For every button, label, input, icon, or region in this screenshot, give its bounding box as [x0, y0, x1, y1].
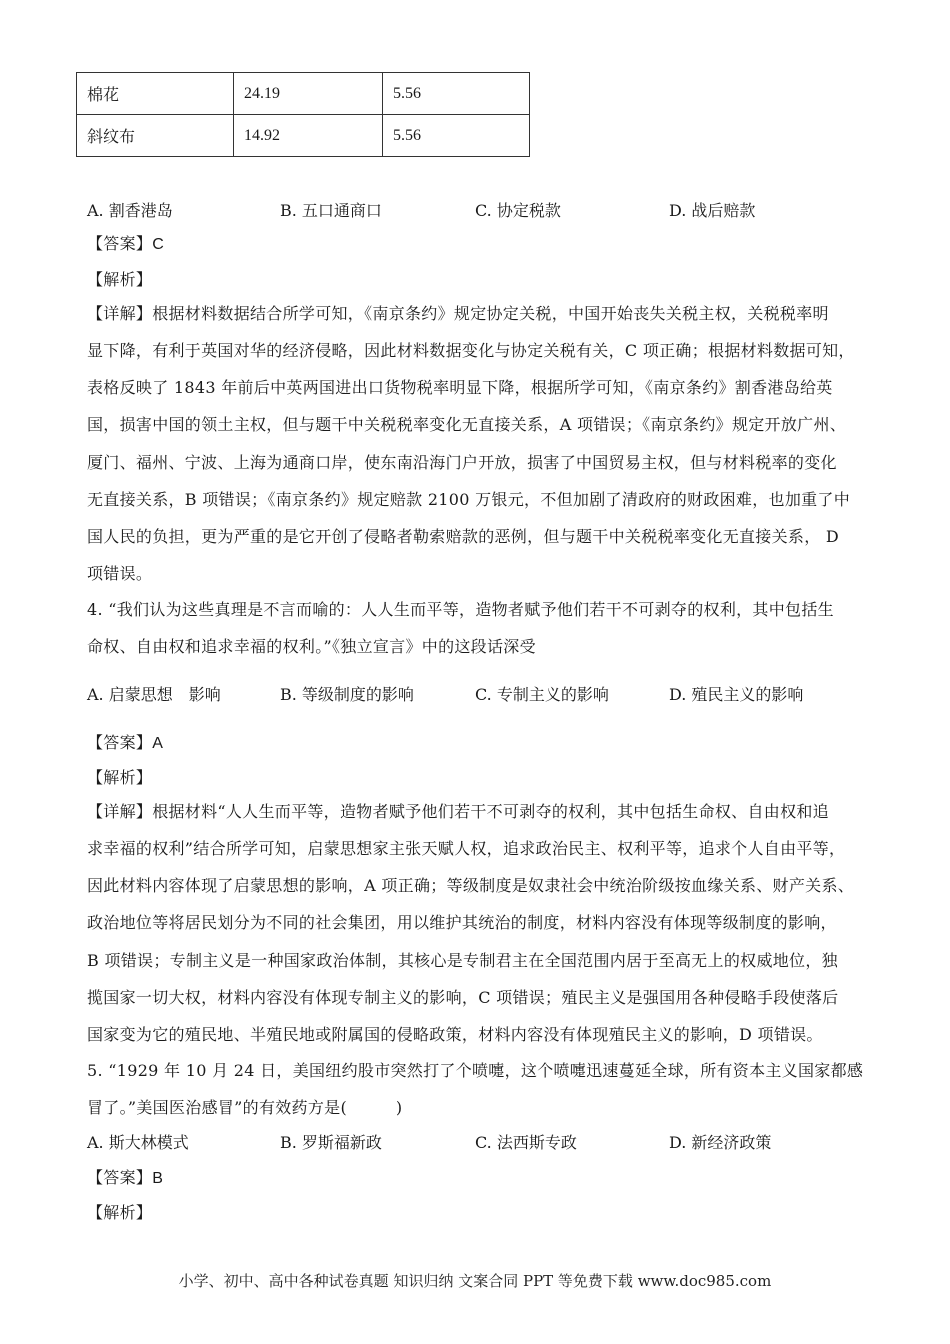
q3-detail-line: 项错误。	[87, 564, 153, 583]
q3-detail-line: 显下降，有利于英国对华的经济侵略，因此材料数据变化与协定关税有关，C 项正确；根据材料数据可知，	[87, 341, 855, 360]
q3-option-a: A. 割香港岛	[87, 201, 173, 220]
q4-detail-line: B 项错误；专制主义是一种国家政治体制，其核心是专制君主在全国范围内居于至高无上的权威地位，独	[87, 951, 838, 970]
q3-option-b: B. 五口通商口	[280, 201, 382, 220]
q4-option-c: C. 专制主义的影响	[475, 685, 609, 704]
table-cell: 棉花	[77, 73, 234, 115]
q5-option-b: B. 罗斯福新政	[280, 1133, 382, 1152]
q5-analysis-heading: 【解析】	[87, 1203, 153, 1222]
q3-detail-line: 表格反映了 1843 年前后中英两国进出口货物税率明显下降，根据所学可知，《南京条约》割香港岛给英	[87, 378, 833, 397]
table-row	[77, 115, 530, 157]
q5-option-a: A. 斯大林模式	[87, 1133, 189, 1152]
table-cell: 5.56	[383, 115, 530, 157]
q4-detail-line: 求幸福的权利”结合所学可知，启蒙思想家主张天赋人权，追求政治民主、权利平等，追求个人自由平等，	[87, 839, 846, 858]
q4-detail-line: 【详解】根据材料“人人生而平等，造物者赋予他们若干不可剥夺的权利，其中包括生命权、自由权和追	[87, 802, 829, 821]
q4-stem-line: 命权、自由权和追求幸福的权利。”《独立宣言》中的这段话深受	[87, 637, 536, 656]
table-cell: 24.19	[234, 73, 383, 115]
table-cell: 5.56	[383, 73, 530, 115]
q3-option-c: C. 协定税款	[475, 201, 561, 220]
q4-option-d: D. 殖民主义的影响	[669, 685, 804, 704]
q3-detail-line: 厦门、福州、宁波、上海为通商口岸，使东南沿海门户开放，损害了中国贸易主权，但与材料税率的变化	[87, 453, 837, 472]
q4-answer: 【答案】A	[87, 735, 164, 752]
tax-rate-table	[76, 72, 530, 157]
q5-answer: 【答案】B	[87, 1170, 164, 1187]
q4-option-a: A. 启蒙思想 影响	[87, 685, 221, 704]
q3-detail-line: 【详解】根据材料数据结合所学可知，《南京条约》规定协定关税，中国开始丧失关税主权，关税税率明	[87, 304, 829, 323]
q5-stem-line: 冒了。”美国医治感冒”的有效药方是( )	[87, 1098, 403, 1117]
q3-detail-line: 国，损害中国的领土主权，但与题干中关税税率变化无直接关系，A 项错误；《南京条约》规定开放广州、	[87, 415, 847, 434]
q4-stem-line: 4. “我们认为这些真理是不言而喻的：人人生而平等，造物者赋予他们若干不可剥夺的权利，其中包括生	[87, 600, 834, 619]
q3-option-d: D. 战后赔款	[669, 201, 756, 220]
q4-option-b: B. 等级制度的影响	[280, 685, 414, 704]
q5-stem-line: 5. “1929 年 10 月 24 日，美国纽约股市突然打了个喷嚏，这个喷嚏迅速蔓延全球，所有资本主义国家都感	[87, 1061, 864, 1080]
q3-answer: 【答案】C	[87, 236, 165, 253]
q3-detail-line: 无直接关系，B 项错误；《南京条约》规定赔款 2100 万银元，不但加剧了清政府的财政困难，也加重了中	[87, 490, 851, 509]
table-row	[77, 73, 530, 115]
q4-detail-line: 因此材料内容体现了启蒙思想的影响，A 项正确；等级制度是奴隶社会中统治阶级按血缘关系、财产关系、	[87, 876, 855, 895]
q4-detail-line: 政治地位等将居民划分为不同的社会集团，用以维护其统治的制度，材料内容没有体现等级制度的影响，	[87, 913, 837, 932]
q5-option-c: C. 法西斯专政	[475, 1133, 577, 1152]
q4-detail-line: 国家变为它的殖民地、半殖民地或附属国的侵略政策，材料内容没有体现殖民主义的影响，D 项错误。	[87, 1025, 823, 1044]
q3-detail-line: 国人民的负担，更为严重的是它开创了侵略者勒索赔款的恶例，但与题干中关税税率变化无直接关系， D	[87, 527, 840, 546]
q4-detail-line: 揽国家一切大权，材料内容没有体现专制主义的影响，C 项错误；殖民主义是强国用各种侵略手段使落后	[87, 988, 839, 1007]
q4-analysis-heading: 【解析】	[87, 768, 153, 787]
page-footer: 小学、初中、高中各种试卷真题 知识归纳 文案合同 PPT 等免费下载 www.doc985.com	[178, 1272, 772, 1290]
table-cell: 斜纹布	[77, 115, 234, 157]
q3-analysis-heading: 【解析】	[87, 270, 153, 289]
q5-option-d: D. 新经济政策	[669, 1133, 772, 1152]
table-cell: 14.92	[234, 115, 383, 157]
